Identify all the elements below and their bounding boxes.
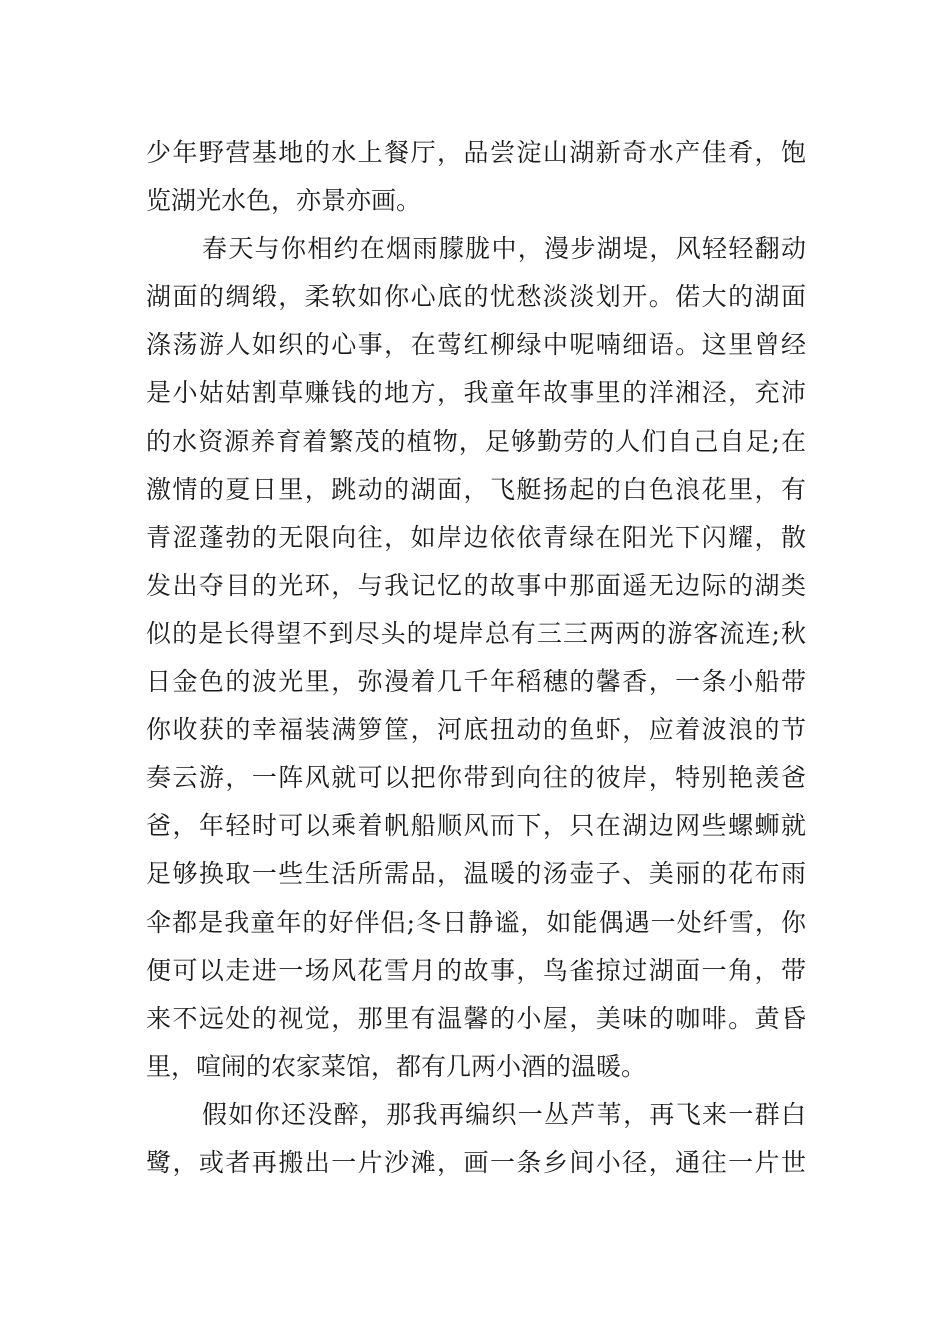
text-line: 的水资源养育着繁茂的植物，足够勤劳的人们自己自足;在 [146, 426, 806, 456]
text-line: 你收获的幸福装满箩筐，河底扭动的鱼虾，应着波浪的节 [146, 715, 806, 745]
text-line: 奏云游，一阵风就可以把你带到向往的彼岸，特别艳羡爸 [146, 763, 806, 793]
text-line: 鹭，或者再搬出一片沙滩，画一条乡间小径，通往一片世 [146, 1147, 806, 1177]
text-line: 来不远处的视觉，那里有温馨的小屋，美味的咖啡。黄昏 [146, 1003, 806, 1033]
paragraph-1 [146, 129, 806, 225]
text-line: 春天与你相约在烟雨朦胧中，漫步湖堤，风轻轻翻动 [202, 234, 806, 264]
text-line: 便可以走进一场风花雪月的故事，鸟雀掠过湖面一角，带 [146, 955, 806, 985]
text-line: 激情的夏日里，跳动的湖面，飞艇扬起的白色浪花里，有 [146, 474, 806, 504]
text-line: 爸，年轻时可以乘着帆船顺风而下，只在湖边网些螺蛳就 [146, 811, 806, 841]
paragraph-3 [146, 1091, 806, 1187]
text-line: 览湖光水色，亦景亦画。 [146, 186, 422, 216]
text-line: 似的是长得望不到尽头的堤岸总有三三两两的游客流连;秋 [146, 618, 806, 648]
body-text [146, 129, 806, 1187]
text-line: 假如你还没醉，那我再编织一丛芦苇，再飞来一群白 [202, 1099, 806, 1129]
text-line: 涤荡游人如织的心事，在莺红柳绿中呢喃细语。这里曾经 [146, 330, 806, 360]
paragraph-2 [146, 225, 806, 1091]
text-line: 伞都是我童年的好伴侣;冬日静谧，如能偶遇一处纤雪，你 [146, 907, 806, 937]
text-line: 足够换取一些生活所需品，温暖的汤壶子、美丽的花布雨 [146, 859, 806, 889]
text-line: 发出夺目的光环，与我记忆的故事中那面遥无边际的湖类 [146, 570, 806, 600]
text-line: 是小姑姑割草赚钱的地方，我童年故事里的洋湘泾，充沛 [146, 378, 806, 408]
text-line: 少年野营基地的水上餐厅，品尝淀山湖新奇水产佳肴，饱 [146, 138, 806, 167]
text-line: 日金色的波光里，弥漫着几千年稻穗的馨香，一条小船带 [146, 667, 806, 697]
text-line: 湖面的绸缎，柔软如你心底的忧愁淡淡划开。偌大的湖面 [146, 282, 806, 312]
text-line: 青涩蓬勃的无限向往，如岸边依依青绿在阳光下闪耀，散 [146, 522, 806, 552]
text-line: 里，喧闹的农家菜馆，都有几两小酒的温暖。 [146, 1051, 647, 1081]
